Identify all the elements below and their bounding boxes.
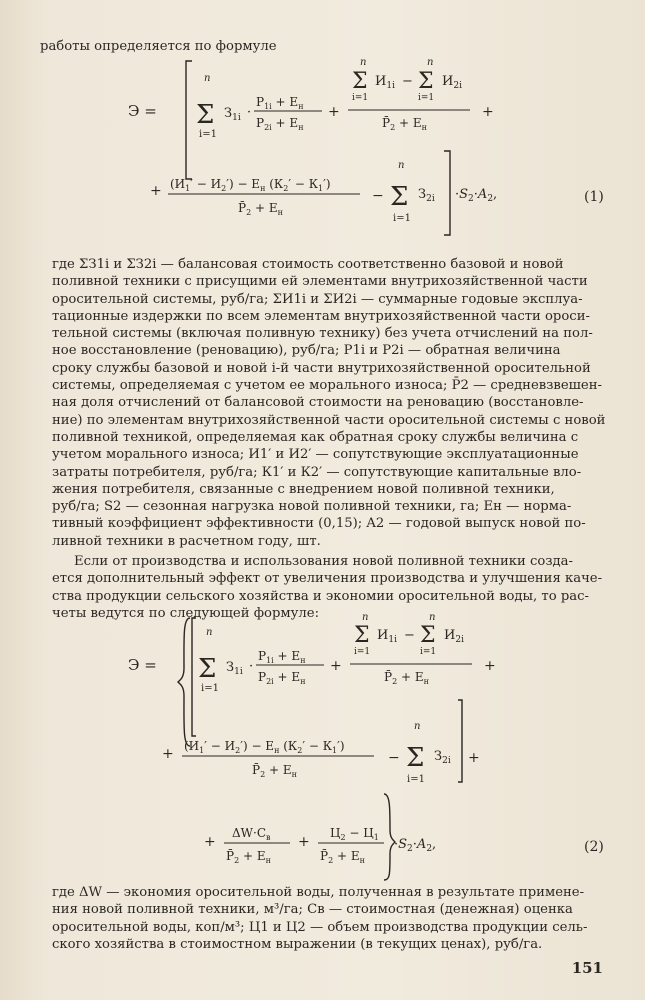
svg-text:P2i + Eн: $P_{2i} + E_н$ (256, 116, 304, 132)
formula-2 (0, 608, 645, 883)
svg-text:−: − (402, 74, 413, 89)
svg-text:i=1: i=1 (407, 774, 425, 785)
definition-line: затраты потребителя, руб/га; К1′ и К2′ — сопутствующие капитальные вло- (52, 464, 582, 480)
paragraph-line: четы ведутся по следующей формуле: (52, 605, 320, 621)
svg-text:+: + (468, 750, 480, 766)
paragraph-line: ется дополнительный эффект от увеличения производства и улучшения каче- (52, 571, 603, 587)
svg-text:+: + (162, 746, 174, 762)
svg-text:+: + (482, 104, 494, 120)
svg-text:Ц2 − Ц1: $Ц_2 - Ц_1$ (330, 826, 379, 842)
svg-text:ΔW·Cв: $\Delta W\cdot C_в$ (232, 826, 271, 842)
svg-text:(И1′ − И2′) − Eн (К2′ − К1′): $(И_1' - И_2') - E_н$ $(К_2' - К_1')$ (184, 739, 345, 755)
svg-text:Σ: Σ (352, 69, 368, 94)
svg-text:n: n (362, 612, 369, 623)
svg-text:Σ: Σ (420, 623, 436, 648)
svg-text:i=1: i=1 (393, 213, 411, 224)
svg-text:·S2·A2,: $\cdot S_2\cdot A_2$, (455, 187, 498, 204)
page-number: 151 (571, 959, 603, 977)
svg-text:P1i + Eн: $P_{1i} + E_н$ (256, 95, 304, 111)
formula-2-number: (2) (584, 839, 604, 855)
svg-text:(И1′ − И2′) − Eн (К2′ − К1′): $(И_1' - И_2') - E_н$ $(К_2' - К_1')$ (170, 177, 331, 193)
svg-text:i=1: i=1 (352, 93, 369, 103)
definition-line: поливной техникой, определяемая как обратная сроку службы величина с (52, 429, 579, 445)
svg-text:n: n (429, 612, 436, 623)
definition-line: ского хозяйства в стоимостном выражении (в текущих ценах), руб/га. (52, 936, 543, 952)
svg-text:+: + (150, 183, 162, 199)
svg-text:З1i: $З_{1i}$ (224, 106, 241, 123)
svg-text:P̄2 + Eн: $P̄_2 + E_н$ (238, 201, 283, 217)
svg-text:З1i: $З_{1i}$ (226, 660, 243, 677)
svg-text:i=1: i=1 (199, 129, 217, 140)
definition-line: оросительной воды, коп/м³; Ц1 и Ц2 — объем производства продукции сель- (52, 919, 588, 935)
definition-line: ная доля отчислений от балансовой стоимости на реновацию (восстановле- (52, 395, 584, 411)
svg-text:+: + (328, 104, 340, 120)
formula-1 (0, 55, 645, 240)
svg-text:И1i: $И_{1i}$ (375, 74, 395, 91)
svg-text:З2i: $З_{2i}$ (434, 749, 451, 766)
svg-text:P̄2 + Eн: $P̄_2 + E_н$ (252, 763, 297, 779)
svg-text:+: + (204, 834, 216, 850)
definition-line: где ΣЗ1i и ΣЗ2i — балансовая стоимость соответственно базовой и новой (52, 257, 564, 272)
svg-text:n: n (206, 627, 213, 638)
svg-text:−: − (388, 750, 400, 766)
svg-text:P̄2 + Eн: $P̄_2 + E_н$ (226, 849, 271, 865)
svg-text:−: − (404, 628, 415, 643)
formula-1-number: (1) (584, 189, 604, 205)
svg-text:P̄2 + Eн: $P̄_2 + E_н$ (384, 670, 429, 686)
paragraph-line: ства продукции сельского хозяйства и экономии оросительной воды, то рас- (52, 588, 590, 604)
svg-text:Э =: Э = (128, 102, 157, 120)
svg-text:+: + (298, 834, 310, 850)
svg-text:З2i: $З_{2i}$ (418, 187, 435, 204)
definition-line: ние) по элементам внутрихозяйственной части оросительной системы с новой (52, 412, 606, 428)
svg-text:+: + (484, 658, 496, 674)
definition-line: тационные издержки по всем элементам внутрихозяйственной части ороси- (52, 308, 590, 324)
definition-line: учетом морального износа; И1′ и И2′ — сопутствующие эксплуатационные (52, 447, 579, 463)
definitions-1 (52, 256, 612, 550)
svg-text:i=1: i=1 (354, 647, 371, 657)
svg-text:·: · (249, 659, 254, 674)
svg-text:Σ: Σ (418, 69, 434, 94)
svg-text:Σ: Σ (198, 654, 217, 684)
svg-text:n: n (360, 57, 367, 68)
svg-text:Σ: Σ (196, 100, 215, 130)
svg-text:И2i: $И_{2i}$ (442, 74, 462, 91)
svg-text:И2i: $И_{2i}$ (444, 628, 464, 645)
svg-text:n: n (427, 57, 434, 68)
definitions-2 (52, 884, 612, 953)
definition-line: поливной техники с присущими ей элементами внутрихозяйственной части (52, 274, 588, 290)
svg-text:Σ: Σ (390, 182, 409, 212)
svg-text:n: n (398, 160, 405, 171)
definition-line: тельной системы (включая поливную технику) без учета отчислений на пол- (52, 326, 593, 342)
definition-line: тивный коэффициент эффективности (0,15); A2 — годовой выпуск новой по- (52, 516, 586, 532)
svg-text:Σ: Σ (406, 743, 425, 773)
svg-text:P̄2 + Eн: $P̄_2 + E_н$ (382, 116, 427, 132)
definition-line: жения потребителя, связанные с внедрением новой поливной техники, (52, 481, 555, 497)
svg-text:i=1: i=1 (418, 93, 435, 103)
svg-text:Э =: Э = (128, 656, 157, 674)
svg-text:·S2·A2,: $\cdot S_2\cdot A_2$, (394, 837, 437, 854)
svg-text:n: n (204, 73, 211, 84)
svg-text:i=1: i=1 (420, 647, 437, 657)
definition-line: руб/га; S2 — сезонная нагрузка новой поливной техники, га; Ен — норма- (52, 499, 572, 515)
definition-line: сроку службы базовой и новой i-й части внутрихозяйственной оросительной (52, 360, 591, 376)
definition-line: ния новой поливной техники, м³/га; Cв — стоимостная (денежная) оценка (52, 902, 573, 918)
svg-text:Σ: Σ (354, 623, 370, 648)
svg-text:P2i + Eн: $P_{2i} + E_н$ (258, 670, 306, 686)
svg-text:−: − (372, 188, 384, 204)
definition-line: оросительной системы, руб/га; ΣИ1i и ΣИ2i — суммарные годовые эксплуа- (52, 291, 583, 307)
svg-text:P1i + Eн: $P_{1i} + E_н$ (258, 649, 306, 665)
intro-line: работы определяется по формуле (40, 39, 277, 54)
svg-text:+: + (330, 658, 342, 674)
svg-text:i=1: i=1 (201, 683, 219, 694)
svg-text:·: · (247, 105, 252, 120)
definition-line: системы, определяемая с учетом ее морального износа; P̄2 — средневзвешен- (52, 378, 602, 394)
svg-text:И1i: $И_{1i}$ (377, 628, 397, 645)
definition-line: ное восстановление (реновацию), руб/га; P1i и P2i — обратная величина (52, 343, 561, 359)
definition-line: где ΔW — экономия оросительной воды, полученная в результате примене- (52, 885, 585, 900)
definition-line: ливной техники в расчетном году, шт. (52, 533, 321, 549)
svg-text:n: n (414, 721, 421, 732)
paragraph-line: Если от производства и использования новой поливной техники созда- (74, 554, 573, 569)
svg-text:P̄2 + Eн: $P̄_2 + E_н$ (320, 849, 365, 865)
